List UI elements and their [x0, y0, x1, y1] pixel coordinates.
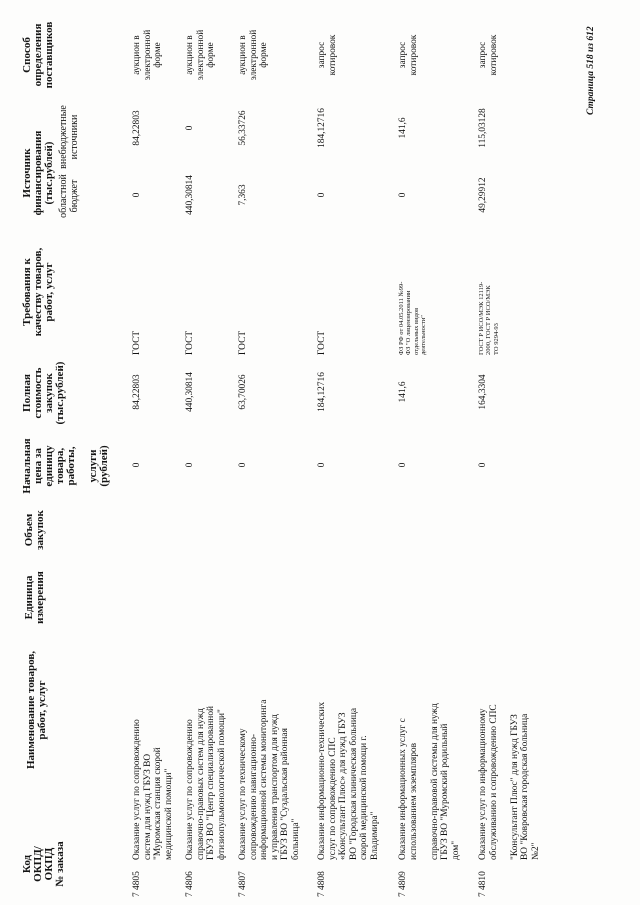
row-total: 141,6	[398, 381, 408, 403]
row-name: Оказание информационных услуг с использованием экземпляров справочно-правовой системы для нужд ГБУЗ ВО "Муромский родильный дом"	[398, 703, 461, 860]
row-price: 0	[398, 462, 408, 468]
row-price: 0	[132, 462, 142, 468]
row-extrabudget: 184,12716	[317, 108, 327, 148]
row-name: Оказание услуг по сопровождению справочно-правовых систем для нужд ГБУЗ ВО "Центр специализированной фтизиопульмонологической помощи"	[185, 705, 227, 860]
row-price: 0	[185, 462, 195, 468]
row-requirements: ГОСТ	[132, 330, 142, 355]
row-requirements: ГОСТ Р ИСО/МЭК 12119- 2000, ГОСТ Р ИСО/МЭК ТО 9294-93	[478, 281, 500, 355]
row-regional: 440,30814	[185, 175, 195, 215]
header-requirements: Требования к качеству товаров, работ, услуг	[21, 247, 55, 337]
row-extrabudget: 0	[185, 125, 195, 131]
header-price: Начальная цена за единицу товара, работы, услуги (рублей)	[21, 438, 110, 494]
row-regional: 0	[132, 192, 142, 198]
row-method: аукцион в электронной форме	[132, 29, 164, 81]
header-extrabudget: внебюджетные источники	[58, 105, 80, 169]
row-requirements: ФЗ РФ от 04.05.2011 №99- ФЗ "О лицензировании отдельных видов деятельности"	[398, 281, 428, 355]
row-code: 7 4810	[478, 871, 488, 897]
row-price: 0	[478, 462, 488, 468]
row-method: аукцион в электронной форме	[238, 29, 270, 81]
page-footer: Страница 518 из 612	[586, 26, 596, 115]
row-method: запрос котировок	[398, 34, 419, 76]
header-code: Код ОКПД/ ОКПД № заказа	[21, 841, 66, 887]
row-regional: 0	[398, 192, 408, 198]
row-regional: 49,29912	[478, 177, 488, 213]
row-total: 63,70026	[238, 374, 248, 410]
row-total: 440,30814	[185, 372, 195, 412]
row-name: Оказание услуг по информационному обслуживанию и сопровождению СПС "Консультант Плюс" для нужд ГБУЗ ВО "Ковровская городская больница №2"	[478, 704, 541, 860]
row-regional: 7,363	[238, 184, 248, 206]
row-requirements: ГОСТ	[185, 330, 195, 355]
row-regional: 0	[317, 192, 327, 198]
row-extrabudget: 141,6	[398, 117, 408, 139]
row-method: запрос котировок	[317, 34, 338, 76]
row-name: Оказание услуг по техническому сопровождению навигационно- информационной системы мониторинга и управления транспортом для нужд ГБУЗ ВО "Суздальская районная больница"	[238, 699, 301, 860]
row-method: аукцион в электронной форме	[185, 29, 217, 81]
row-extrabudget: 56,33726	[238, 110, 248, 146]
header-unit: Единица измерения	[23, 571, 46, 624]
row-code: 7 4808	[317, 871, 327, 897]
row-price: 0	[317, 462, 327, 468]
row-extrabudget: 84,22803	[132, 110, 142, 146]
row-code: 7 4805	[132, 871, 142, 897]
header-method: Способ определения поставщиков	[21, 21, 55, 89]
row-code: 7 4807	[238, 871, 248, 897]
row-code: 7 4806	[185, 871, 195, 897]
row-total: 184,12716	[317, 372, 327, 412]
row-price: 0	[238, 462, 248, 468]
row-total: 164,3304	[478, 374, 488, 410]
row-requirements: ГОСТ	[238, 330, 248, 355]
header-total: Полная стоимость закупок (тыс.рублей)	[21, 361, 66, 425]
row-method: запрос котировок	[478, 34, 499, 76]
row-code: 7 4809	[398, 871, 408, 897]
header-name: Наименование товаров, работ, услуг	[25, 650, 48, 770]
header-regional-budget: областной бюджет	[58, 174, 80, 218]
header-volume: Объем закупок	[23, 510, 46, 550]
row-requirements: ГОСТ	[317, 330, 327, 355]
row-extrabudget: 115,03128	[478, 108, 488, 148]
row-total: 84,22803	[132, 374, 142, 410]
header-financing: Источник финансирования (тыс.рублей)	[21, 130, 55, 216]
row-name: Оказание услуг по сопровождению систем для нужд ГБУЗ ВО "Муромская станция скорой медицинской помощи"	[132, 719, 174, 860]
row-name: Оказание информационно-технических услуг по сопровождению СПС «Консультант Плюс» для нужд ГБУЗ ВО "Городская клиническая больница скорой медицинской помощи г. Владимира"	[317, 701, 380, 860]
